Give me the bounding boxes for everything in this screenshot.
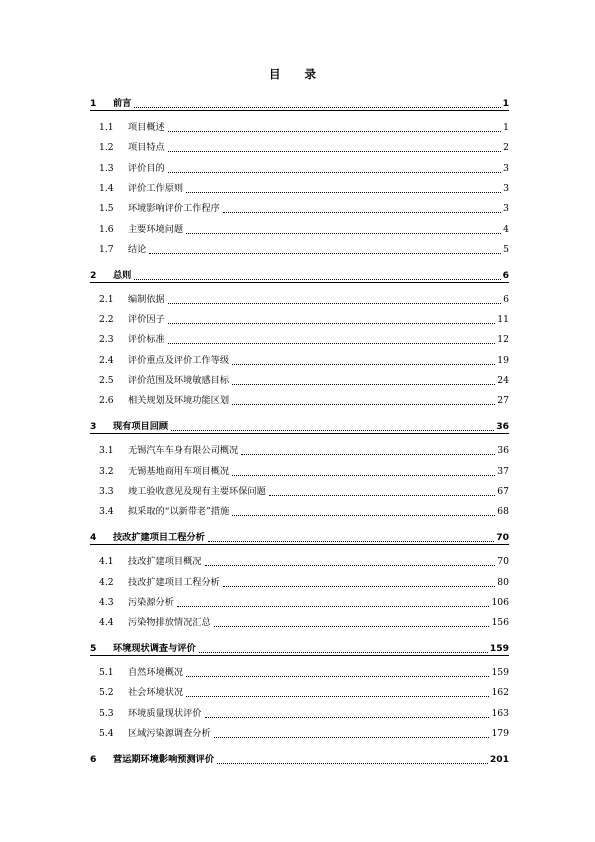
toc-entry-number: 5 <box>90 643 97 655</box>
toc-entry-number: 4.1 <box>99 556 114 568</box>
toc-entry-page: 163 <box>491 707 509 719</box>
toc-section-entry[interactable] <box>0 593 595 609</box>
toc-leader-dots <box>134 107 501 108</box>
chapter-divider <box>90 655 509 656</box>
toc-entry-page: 106 <box>491 596 509 608</box>
toc-leader-dots <box>205 565 495 566</box>
toc-entry-number: 5.4 <box>99 728 114 739</box>
toc-entry-label: 项目概述 <box>128 122 165 133</box>
toc-leader-dots <box>168 323 495 324</box>
toc-title: 目 录 <box>268 67 326 81</box>
toc-entry-page: 179 <box>491 728 509 739</box>
toc-entry-page: 6 <box>502 269 509 281</box>
toc-section-entry[interactable] <box>0 663 595 679</box>
toc-section-entry[interactable] <box>0 310 595 326</box>
toc-leader-dots <box>186 696 489 697</box>
toc-entry-label: 无锡汽车车身有限公司概况 <box>128 445 239 457</box>
toc-section-entry[interactable] <box>0 159 595 175</box>
toc-entry-label: 无锡基地商用车项目概况 <box>128 465 230 477</box>
toc-entry-number: 2.4 <box>99 354 114 366</box>
chapter-divider <box>90 282 509 283</box>
toc-section-entry[interactable] <box>0 118 595 134</box>
toc-entry-page: 201 <box>489 754 509 765</box>
toc-entry-number: 1.6 <box>99 223 114 235</box>
toc-entry-number: 3 <box>90 421 97 433</box>
toc-entry-page: 6 <box>503 293 509 305</box>
chapter-divider <box>90 433 509 434</box>
toc-entry-label: 自然环境概况 <box>128 667 184 679</box>
toc-section-entry[interactable] <box>0 138 595 154</box>
toc-entry-number: 4.2 <box>99 576 114 588</box>
toc-leader-dots <box>186 192 501 193</box>
toc-entry-label: 技改扩建项目工程分析 <box>128 576 220 588</box>
toc-section-entry[interactable] <box>0 391 595 407</box>
toc-section-entry[interactable] <box>0 220 595 236</box>
toc-entry-label: 现有项目回顾 <box>113 421 169 433</box>
toc-entry-label: 相关规划及环境功能区划 <box>128 395 230 407</box>
toc-entry-label: 编制依据 <box>128 293 165 305</box>
toc-section-entry[interactable] <box>0 683 595 699</box>
toc-entry-page: 80 <box>497 576 509 588</box>
toc-entry-number: 2.2 <box>99 314 114 326</box>
toc-entry-page: 12 <box>497 334 509 346</box>
toc-entry-page: 2 <box>503 142 509 154</box>
toc-entry-page: 4 <box>503 223 509 235</box>
toc-entry-label: 主要环境问题 <box>128 223 184 235</box>
toc-leader-dots <box>214 626 489 627</box>
toc-entry-label: 前言 <box>113 98 132 109</box>
toc-entry-number: 4.3 <box>99 596 114 608</box>
toc-entry-label: 评价范围及环境敏感目标 <box>128 375 230 386</box>
toc-chapter-entry[interactable] <box>0 417 595 433</box>
toc-entry-page: 1 <box>502 98 509 109</box>
toc-entry-number: 5.1 <box>99 667 114 679</box>
toc-entry-label: 技改扩建项目工程分析 <box>113 532 205 544</box>
toc-entry-number: 1 <box>90 98 97 109</box>
toc-entry-number: 2.3 <box>99 334 114 346</box>
toc-entry-page: 11 <box>497 314 509 326</box>
toc-section-entry[interactable] <box>0 552 595 568</box>
toc-entry-label: 评价标准 <box>128 334 165 346</box>
chapter-divider <box>90 544 509 545</box>
toc-entry-number: 5.2 <box>99 687 114 699</box>
toc-section-entry[interactable] <box>0 613 595 629</box>
toc-entry-page: 3 <box>503 182 509 194</box>
chapter-divider <box>90 110 509 111</box>
toc-entry-number: 3.4 <box>99 506 114 518</box>
toc-entry-page: 159 <box>491 667 509 679</box>
toc-entry-number: 1.1 <box>99 122 114 133</box>
toc-entry-page: 19 <box>497 354 509 366</box>
toc-entry-number: 3.1 <box>99 445 114 457</box>
toc-leader-dots <box>168 343 495 344</box>
toc-entry-number: 3.2 <box>99 465 114 477</box>
toc-leader-dots <box>199 652 488 653</box>
toc-entry-page: 67 <box>497 485 509 497</box>
toc-leader-dots <box>149 253 501 254</box>
toc-entry-label: 评价重点及评价工作等级 <box>128 354 230 366</box>
toc-entry-number: 2.1 <box>99 293 114 305</box>
toc-entry-label: 污染源分析 <box>128 596 174 608</box>
toc-section-entry[interactable] <box>0 441 595 457</box>
toc-entry-label: 环境影响评价工作程序 <box>128 203 220 215</box>
toc-leader-dots <box>232 404 495 405</box>
toc-chapter-entry[interactable] <box>0 750 595 766</box>
toc-leader-dots <box>186 233 501 234</box>
toc-entry-page: 162 <box>491 687 509 699</box>
toc-entry-number: 1.3 <box>99 162 114 174</box>
toc-entry-number: 3.3 <box>99 485 114 497</box>
toc-leader-dots <box>186 676 489 677</box>
toc-entry-label: 结论 <box>128 243 147 255</box>
toc-section-entry[interactable] <box>0 704 595 720</box>
toc-leader-dots <box>168 131 501 132</box>
toc-leader-dots <box>223 586 495 587</box>
toc-entry-number: 1.2 <box>99 142 114 154</box>
toc-leader-dots <box>223 212 501 213</box>
toc-entry-label: 环境现状调查与评价 <box>113 643 196 655</box>
toc-entry-page: 68 <box>497 506 509 518</box>
toc-section-entry[interactable] <box>0 573 595 589</box>
toc-leader-dots <box>241 454 495 455</box>
toc-section-entry[interactable] <box>0 462 595 478</box>
toc-section-entry[interactable] <box>0 724 595 740</box>
toc-entry-number: 4.4 <box>99 617 114 629</box>
toc-entry-page: 3 <box>503 203 509 215</box>
toc-entry-number: 1.5 <box>99 203 114 215</box>
toc-chapter-entry[interactable] <box>0 528 595 544</box>
toc-leader-dots <box>134 279 501 280</box>
toc-entry-number: 2 <box>90 269 97 281</box>
toc-entry-number: 5.3 <box>99 707 114 719</box>
toc-section-entry[interactable] <box>0 502 595 518</box>
toc-entry-page: 37 <box>497 465 509 477</box>
toc-leader-dots <box>232 364 495 365</box>
toc-entry-number: 2.6 <box>99 395 114 407</box>
toc-entry-page: 156 <box>491 617 509 629</box>
toc-entry-label: 营运期环境影响预测评价 <box>113 754 215 765</box>
toc-leader-dots <box>217 763 488 764</box>
toc-leader-dots <box>168 172 501 173</box>
toc-entry-label: 评价因子 <box>128 314 165 326</box>
toc-leader-dots <box>208 541 494 542</box>
toc-section-entry[interactable] <box>0 199 595 215</box>
toc-entry-label: 社会环境状况 <box>128 687 184 699</box>
toc-entry-page: 70 <box>497 556 509 568</box>
toc-entry-label: 技改扩建项目概况 <box>128 556 202 568</box>
toc-entry-page: 159 <box>489 643 509 655</box>
toc-entry-page: 24 <box>497 375 509 386</box>
toc-entry-number: 1.7 <box>99 243 114 255</box>
toc-entry-label: 拟采取的“以新带老”措施 <box>128 506 230 518</box>
toc-leader-dots <box>232 475 495 476</box>
toc-leader-dots <box>269 495 495 496</box>
toc-leader-dots <box>214 737 489 738</box>
toc-chapter-entry[interactable] <box>0 266 595 282</box>
toc-entry-page: 27 <box>497 395 509 407</box>
toc-entry-label: 项目特点 <box>128 142 165 154</box>
toc-entry-number: 4 <box>90 532 97 544</box>
toc-section-entry[interactable] <box>0 482 595 498</box>
toc-leader-dots <box>168 151 501 152</box>
toc-entry-page: 5 <box>503 243 509 255</box>
toc-entry-page: 3 <box>503 162 509 174</box>
toc-entry-page: 1 <box>503 122 509 133</box>
toc-chapter-entry[interactable] <box>0 639 595 655</box>
toc-entry-page: 36 <box>496 421 509 433</box>
toc-entry-number: 1.4 <box>99 182 114 194</box>
toc-entry-number: 6 <box>90 754 97 765</box>
toc-section-entry[interactable] <box>0 371 595 387</box>
toc-section-entry[interactable] <box>0 240 595 256</box>
toc-entry-label: 竣工验收意见及现有主要环保问题 <box>128 485 266 497</box>
toc-entry-label: 评价工作原则 <box>128 182 184 194</box>
toc-entry-label: 区域污染源调查分析 <box>128 728 211 739</box>
toc-entry-page: 70 <box>496 532 509 544</box>
toc-section-entry[interactable] <box>0 351 595 367</box>
toc-section-entry[interactable] <box>0 290 595 306</box>
toc-leader-dots <box>232 515 495 516</box>
toc-entry-page: 36 <box>497 445 509 457</box>
toc-chapter-entry[interactable] <box>0 94 595 110</box>
toc-entry-number: 2.5 <box>99 375 114 386</box>
toc-leader-dots <box>171 430 494 431</box>
toc-entry-label: 总则 <box>113 269 132 281</box>
toc-entry-label: 环境质量现状评价 <box>128 707 202 719</box>
toc-leader-dots <box>232 384 495 385</box>
toc-entry-label: 污染物排放情况汇总 <box>128 617 211 629</box>
toc-leader-dots <box>205 717 489 718</box>
toc-section-entry[interactable] <box>0 179 595 195</box>
toc-entry-label: 评价目的 <box>128 162 165 174</box>
toc-leader-dots <box>177 606 489 607</box>
toc-section-entry[interactable] <box>0 330 595 346</box>
toc-leader-dots <box>168 303 501 304</box>
